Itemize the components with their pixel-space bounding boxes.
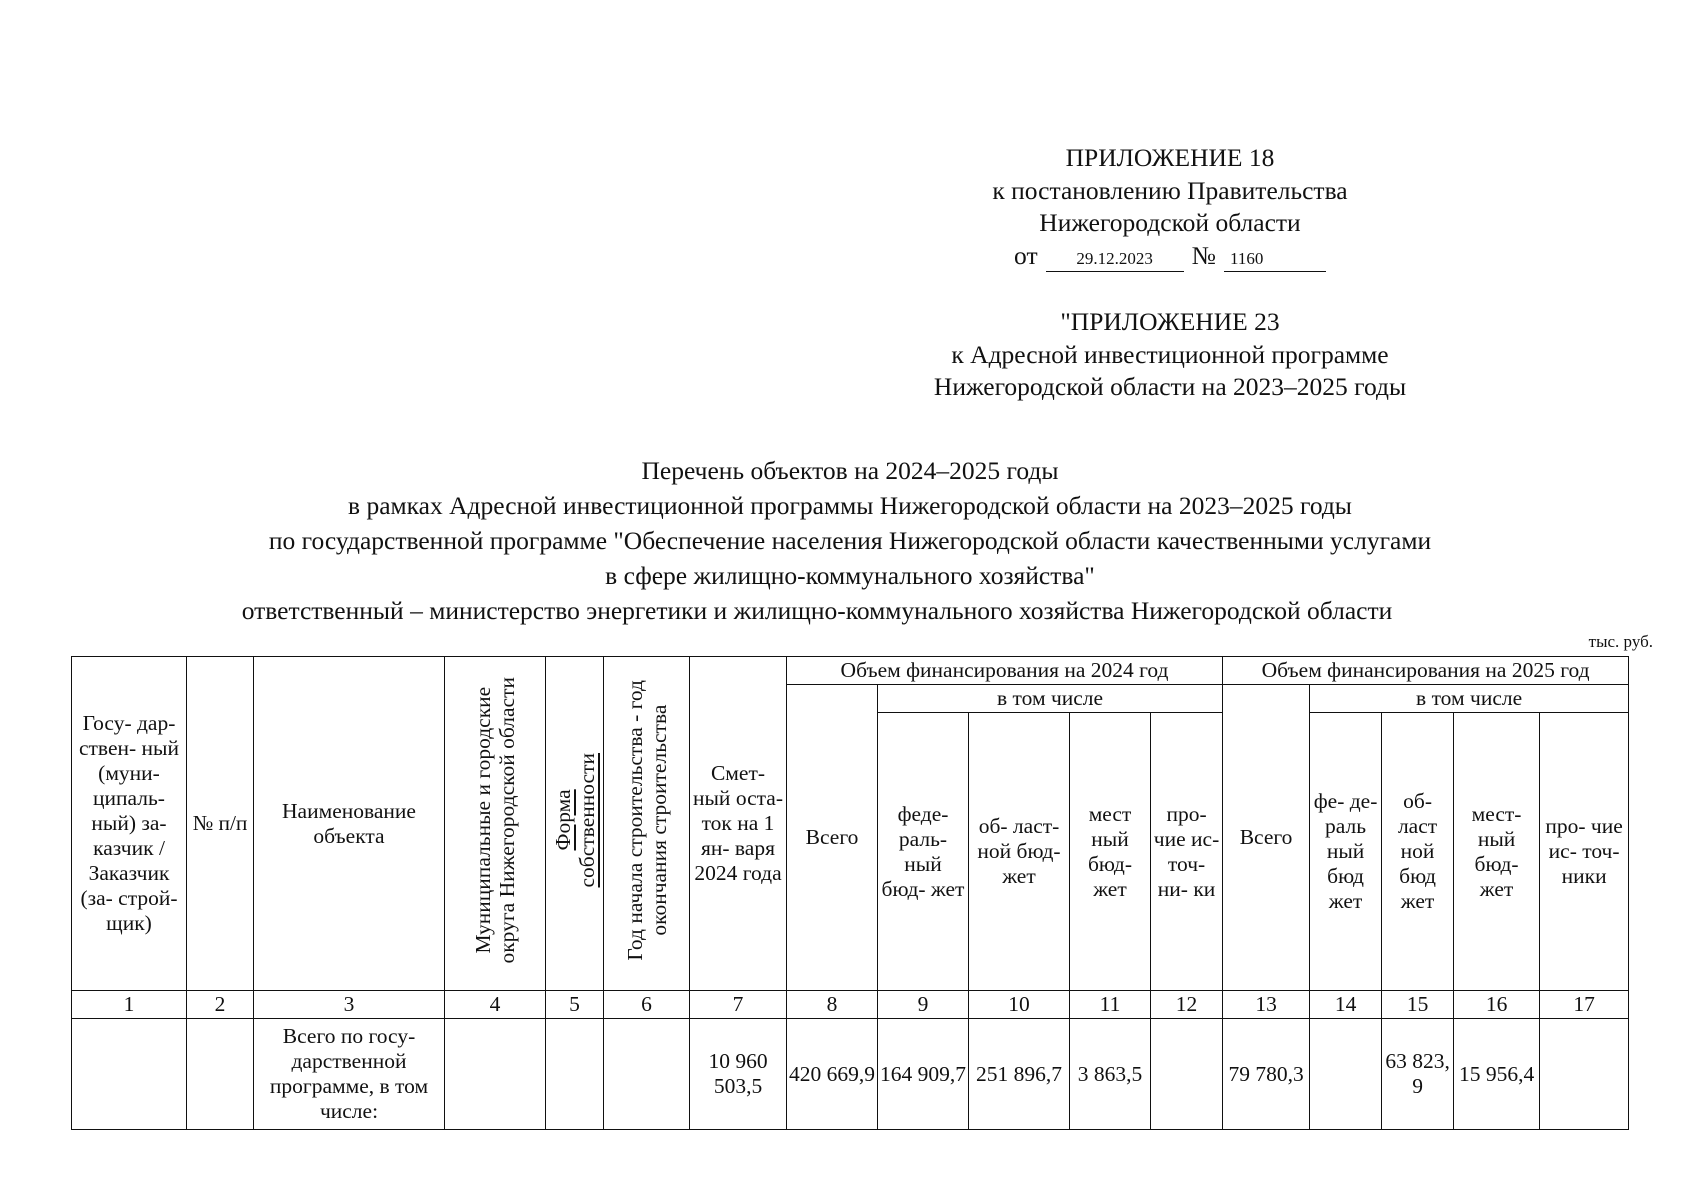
decree-date: 29.12.2023	[1046, 247, 1184, 272]
column-index: 9	[878, 991, 969, 1019]
header-including-2025: в том числе	[1310, 685, 1629, 713]
cell-municipality	[445, 1019, 546, 1130]
column-index: 1	[72, 991, 187, 1019]
appendix-18-block	[870, 142, 1470, 272]
cell-estimated-balance: 10 960 503,5	[690, 1019, 787, 1130]
cell-regional-2025: 63 823, 9	[1382, 1019, 1454, 1130]
cell-local-2025: 15 956,4	[1454, 1019, 1540, 1130]
decree-date-number	[870, 240, 1470, 273]
header-ownership-line2: собственности	[574, 753, 599, 888]
column-index: 13	[1223, 991, 1310, 1019]
heading-line2: в рамках Адресной инвестиционной программы Нижегородской области на 2023–2025 годы	[348, 491, 1352, 520]
header-municipality-line2: округа Нижегородской области	[495, 677, 519, 964]
column-index: 4	[445, 991, 546, 1019]
header-other-2025: про- чие ис- точ- ники	[1540, 713, 1629, 991]
cell-ownership	[546, 1019, 604, 1130]
cell-years	[604, 1019, 690, 1130]
column-index: 10	[969, 991, 1070, 1019]
document-heading	[150, 453, 1550, 628]
column-index: 15	[1382, 991, 1454, 1019]
header-ownership	[546, 657, 604, 991]
header-local-2024: мест ный бюд- жет	[1070, 713, 1151, 991]
objects-table	[71, 656, 1629, 1130]
header-federal-2025: фе- де- раль ный бюд жет	[1310, 713, 1382, 991]
header-estimated-balance: Смет- ный оста- ток на 1 ян- варя 2024 года	[690, 657, 787, 991]
heading-line1: Перечень объектов на 2024–2025 годы	[641, 456, 1059, 485]
cell-federal-2025	[1310, 1019, 1382, 1130]
header-ownership-line1: Форма	[550, 789, 575, 852]
appendix-23-line2: Нижегородской области на 2023–2025 годы	[933, 372, 1407, 401]
header-other-2024: про- чие ис- точ- ни- ки	[1151, 713, 1223, 991]
appendix-23-block	[870, 306, 1470, 404]
appendix-18-line1: к постановлению Правительства	[992, 175, 1348, 205]
header-federal-2024: феде- раль- ный бюд- жет	[878, 713, 969, 991]
heading-line3: по государственной программе "Обеспечение населения Нижегородской области качественными услугами	[268, 526, 1432, 555]
header-regional-2025: об- ласт ной бюд жет	[1382, 713, 1454, 991]
header-object-name: Наименование объекта	[254, 657, 445, 991]
header-customer: Госу- дар- ствен- ный (муни- ципаль- ный) за- казчик / Заказчик (за- строй- щик)	[72, 657, 187, 991]
appendix-23-line1: к Адресной инвестиционной программе	[951, 339, 1389, 369]
column-index: 17	[1540, 991, 1629, 1019]
decree-number: 1160	[1224, 247, 1326, 272]
header-years-line1: Год начала строительства - год	[622, 680, 647, 961]
column-index: 16	[1454, 991, 1540, 1019]
cell-total-2024: 420 669,9	[787, 1019, 878, 1130]
column-index: 5	[546, 991, 604, 1019]
header-local-2025: мест- ный бюд- жет	[1454, 713, 1540, 991]
cell-other-2024	[1151, 1019, 1223, 1130]
heading-responsible: ответственный – министерство энергетики и жилищно-коммунального хозяйства Нижегородской области	[241, 596, 1393, 625]
appendix-18-title: ПРИЛОЖЕНИЕ 18	[1065, 143, 1275, 172]
cell-regional-2024: 251 896,7	[969, 1019, 1070, 1130]
header-financing-2025: Объем финансирования на 2025 год	[1223, 657, 1629, 685]
cell-other-2025	[1540, 1019, 1629, 1130]
column-index: 2	[187, 991, 254, 1019]
header-construction-years	[604, 657, 690, 991]
cell-customer	[72, 1019, 187, 1130]
column-index: 14	[1310, 991, 1382, 1019]
header-financing-2024: Объем финансирования на 2024 год	[787, 657, 1223, 685]
cell-total-2025: 79 780,3	[1223, 1019, 1310, 1130]
header-total-2025: Всего	[1223, 685, 1310, 991]
heading-line4: в сфере жилищно-коммунального хозяйства"	[605, 561, 1095, 590]
column-index: 8	[787, 991, 878, 1019]
cell-object-name: Всего по госу- дарственной программе, в том числе:	[254, 1019, 445, 1130]
from-label: от	[1014, 240, 1038, 270]
number-sign: №	[1191, 240, 1216, 270]
cell-federal-2024: 164 909,7	[878, 1019, 969, 1130]
header-no: № п/п	[187, 657, 254, 991]
column-index: 3	[254, 991, 445, 1019]
units-label: тыс. руб.	[1588, 632, 1653, 651]
header-municipality-line1: Муниципальные и городские	[471, 687, 495, 954]
header-municipality	[445, 657, 546, 991]
cell-local-2024: 3 863,5	[1070, 1019, 1151, 1130]
table-row-program-total	[72, 1019, 1629, 1130]
header-regional-2024: об- ласт- ной бюд- жет	[969, 713, 1070, 991]
column-index: 6	[604, 991, 690, 1019]
header-years-line2: окончания строительства	[646, 704, 671, 937]
column-index: 7	[690, 991, 787, 1019]
header-total-2024: Всего	[787, 685, 878, 991]
column-index: 12	[1151, 991, 1223, 1019]
column-index: 11	[1070, 991, 1151, 1019]
header-including-2024: в том числе	[878, 685, 1223, 713]
appendix-23-title: "ПРИЛОЖЕНИЕ 23	[1060, 307, 1280, 336]
cell-no	[187, 1019, 254, 1130]
appendix-18-line2: Нижегородской области	[1039, 208, 1301, 237]
column-index-row	[72, 991, 1629, 1019]
